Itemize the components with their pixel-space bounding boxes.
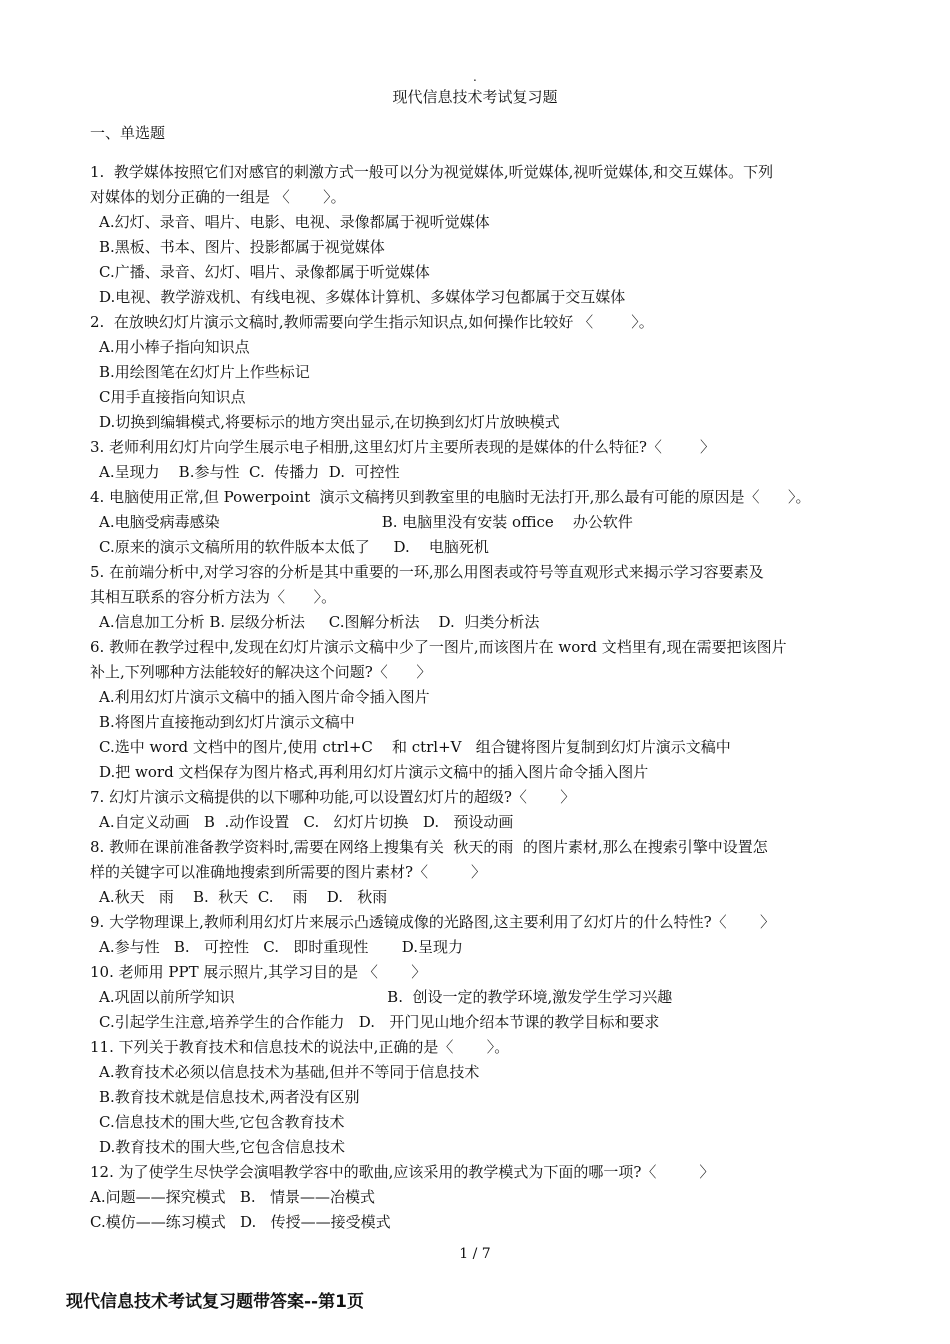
page-number: 1 / 7 bbox=[459, 1246, 491, 1262]
question-text: 12. 为了使学生尽快学会演唱教学容中的歌曲,应该采用的教学模式为下面的哪一项?〈 〉 bbox=[90, 1163, 715, 1181]
answer-option: A.信息加工分析 B. 层级分析法 C.图解分析法 D. 归类分析法 bbox=[99, 613, 540, 631]
answer-option: D.切换到编辑模式,将要标示的地方突出显示,在切换到幻灯片放映模式 bbox=[99, 413, 560, 431]
section-heading: 一、单选题 bbox=[90, 124, 166, 142]
question-text: C.模仿——练习模式 D. 传授——接受模式 bbox=[90, 1213, 391, 1231]
footer-caption: 现代信息技术考试复习题带答案--第1页 bbox=[66, 1292, 364, 1312]
question-list bbox=[90, 160, 865, 1235]
document-title: 现代信息技术考试复习题 bbox=[392, 88, 558, 106]
question-text: 5. 在前端分析中,对学习容的分析是其中重要的一环,那么用图表或符号等直观形式来揭示学习容要素及 bbox=[90, 563, 764, 581]
question-text: 8. 教师在课前准备教学资料时,需要在网络上搜集有关 秋天的雨 的图片素材,那么在搜索引擎中设置怎 bbox=[90, 838, 768, 856]
answer-option: A.教育技术必须以信息技术为基础,但并不等同于信息技术 bbox=[99, 1063, 480, 1081]
question-text: 10. 老师用 PPT 展示照片,其学习目的是 〈 〉 bbox=[90, 963, 427, 981]
question-text: 9. 大学物理课上,教师利用幻灯片来展示凸透镜成像的光路图,这主要利用了幻灯片的什么特性?〈 〉 bbox=[90, 913, 776, 931]
answer-option: A.呈现力 B.参与性 C. 传播力 D. 可控性 bbox=[99, 463, 400, 481]
question-text: 11. 下列关于教育技术和信息技术的说法中,正确的是〈 〉。 bbox=[90, 1038, 510, 1056]
answer-option: A.电脑受病毒感染 B. 电脑里没有安装 office 办公软件 bbox=[99, 513, 633, 531]
answer-option: B.用绘图笔在幻灯片上作些标记 bbox=[99, 363, 310, 381]
answer-option: C.广播、录音、幻灯、唱片、录像都属于听觉媒体 bbox=[99, 263, 430, 281]
answer-option: A.利用幻灯片演示文稿中的插入图片命令插入图片 bbox=[99, 688, 430, 706]
answer-option: B.将图片直接拖动到幻灯片演示文稿中 bbox=[99, 713, 355, 731]
answer-option: D.电视、教学游戏机、有线电视、多媒体计算机、多媒体学习包都属于交互媒体 bbox=[99, 288, 626, 306]
question-text: 其相互联系的容分析方法为〈 〉。 bbox=[90, 588, 337, 606]
answer-option: C.原来的演示文稿所用的软件版本太低了 D. 电脑死机 bbox=[99, 538, 489, 556]
question-text: 3. 老师利用幻灯片向学生展示电子相册,这里幻灯片主要所表现的是媒体的什么特征?〈 〉 bbox=[90, 438, 716, 456]
answer-option: A.幻灯、录音、唱片、电影、电视、录像都属于视听觉媒体 bbox=[99, 213, 490, 231]
title-mark: . bbox=[473, 70, 477, 84]
answer-option: A.巩固以前所学知识 B. 创设一定的教学环境,激发学生学习兴趣 bbox=[99, 988, 673, 1006]
answer-option: A.参与性 B. 可控性 C. 即时重现性 D.呈现力 bbox=[99, 938, 463, 956]
question-text: 7. 幻灯片演示文稿提供的以下哪种功能,可以设置幻灯片的超级?〈 〉 bbox=[90, 788, 576, 806]
answer-option: B.教育技术就是信息技术,两者没有区别 bbox=[99, 1088, 360, 1106]
question-text: 对媒体的划分正确的一组是 〈 〉。 bbox=[90, 188, 346, 206]
question-text: 补上,下列哪种方法能较好的解决这个问题?〈 〉 bbox=[90, 663, 432, 681]
answer-option: D.教育技术的围大些,它包含信息技术 bbox=[99, 1138, 346, 1156]
question-text: 6. 教师在教学过程中,发现在幻灯片演示文稿中少了一图片,而该图片在 word 文档里有,现在需要把该图片 bbox=[90, 638, 787, 656]
answer-option: A.自定义动画 B .动作设置 C. 幻灯片切换 D. 预设动画 bbox=[99, 813, 514, 831]
question-text: A.问题——探究模式 B. 情景——冶模式 bbox=[90, 1188, 376, 1206]
answer-option: A.秋天 雨 B. 秋天 C. 雨 D. 秋雨 bbox=[99, 888, 388, 906]
answer-option: A.用小棒子指向知识点 bbox=[99, 338, 250, 356]
answer-option: C.选中 word 文档中的图片,使用 ctrl+C 和 ctrl+V 组合键将图片复制到幻灯片演示文稿中 bbox=[99, 738, 731, 756]
answer-option: D.把 word 文档保存为图片格式,再利用幻灯片演示文稿中的插入图片命令插入图片 bbox=[99, 763, 649, 781]
question-text: 样的关键字可以准确地搜索到所需要的图片素材?〈 〉 bbox=[90, 863, 486, 881]
answer-option: C.引起学生注意,培养学生的合作能力 D. 开门见山地介绍本节课的教学目标和要求 bbox=[99, 1013, 660, 1031]
question-text: 4. 电脑使用正常,但 Powerpoint 演示文稿拷贝到教室里的电脑时无法打开,那么最有可能的原因是〈 〉。 bbox=[90, 488, 811, 506]
question-text: 2. 在放映幻灯片演示文稿时,教师需要向学生指示知识点,如何操作比较好 〈 〉。 bbox=[90, 313, 654, 331]
answer-option: C.信息技术的围大些,它包含教育技术 bbox=[99, 1113, 345, 1131]
answer-option: B.黑板、书本、图片、投影都属于视觉媒体 bbox=[99, 238, 385, 256]
answer-option: C用手直接指向知识点 bbox=[99, 388, 246, 406]
question-text: 1. 教学媒体按照它们对感官的刺激方式一般可以分为视觉媒体,听觉媒体,视听觉媒体,和交互媒体。下列 bbox=[90, 163, 774, 181]
